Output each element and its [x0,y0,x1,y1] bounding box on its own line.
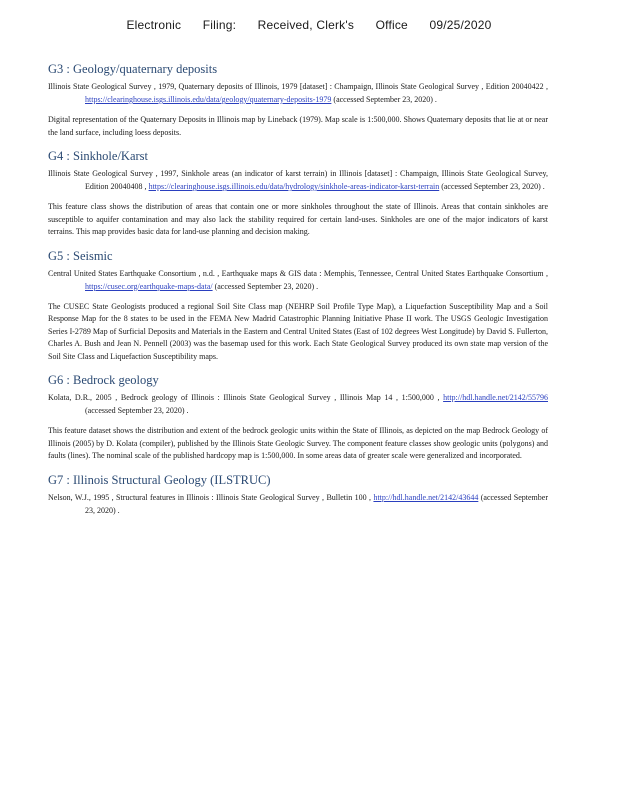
reference-citation [48,80,548,106]
citation-link[interactable]: https://clearinghouse.isgs.illinois.edu/data/geology/quaternary-deposits-1979 [85,95,332,104]
filing-header [0,18,618,32]
citation-text: Nelson, W.J., 1995 , Structural features in Illinois : Illinois State Geological Survey , Bulletin 100 , [48,492,374,502]
section-g7 [48,473,548,517]
citation-text: Illinois State Geological Survey , 1979, Quaternary deposits of Illinois, 1979 [dataset] : Champaign, Illinois State Geological Survey , Edition 20040422 , [48,82,548,91]
section-g3 [48,62,548,139]
citation-accessed: (accessed September 23, 2020) . [439,182,545,191]
header-received: Received, Clerk's [257,18,355,32]
reference-citation [48,267,548,293]
section-title: G4 : Sinkhole/Karst [48,149,148,163]
section-g5 [48,249,548,364]
header-date: 09/25/2020 [429,18,492,32]
header-office: Office [375,18,408,32]
citation-text: Kolata, D.R., 2005 , Bedrock geology of Illinois : Illinois State Geological Survey , Illinois Map 14 , 1:500,000 , [48,393,444,402]
section-title: G6 : Bedrock geology [48,373,159,387]
section-title: G5 : Seismic [48,248,113,263]
citation-link[interactable]: https://clearinghouse.isgs.illinois.edu/data/hydrology/sinkhole-areas-indicator-karst-terrain [148,182,440,191]
citation-accessed: (accessed September 23, 2020) . [331,95,437,104]
section-g6 [48,373,548,463]
reference-citation [48,167,548,193]
section-title: G7 : Illinois Structural Geology (ILSTRUC) [48,472,271,487]
citation-accessed: (accessed September 23, 2020) . [85,492,548,515]
citation-text: Illinois State Geological Survey , 1997, Sinkhole areas (an indicator of karst terrain) in Illinois [dataset] : Champaign, Illinois State Geological Survey, Edition 20040408 , [48,169,548,191]
section-title: G3 : Geology/quaternary deposits [48,62,218,76]
citation-text: Central United States Earthquake Consortium , n.d. , Earthquake maps & GIS data : Memphis, Tennessee, Central United States Earthquake Consortium , [48,268,548,278]
section-description: This feature class shows the distribution of areas that contain one or more sinkholes throughout the state of Illinois. Areas that contain sinkholes are susceptible to aquifer contamination and may also lack the stability required for certain land-uses. Sinkholes are one of the major indicators of karst terrains. This map provides basic data for land-use planning and decision making. [48,202,548,236]
citation-accessed: (accessed September 23, 2020) . [212,281,319,291]
reference-citation [48,491,548,517]
section-g4 [48,149,548,239]
header-electronic: Electronic [126,18,182,32]
section-description: The CUSEC State Geologists produced a regional Soil Site Class map (NEHRP Soil Profile Type Map), a Liquefaction Susceptibility Map and a Soil Response Map for the 8 states to be used in the FEMA New Madrid Catastrophic Planning Initiative Phase II work. The USGS Geologic Investigation Series I-2789 Map of Surficial Deposits and Materials in the Eastern and Central United States (East of 102 degrees West Longitude) by David S. Fullerton, Charles A. Bush and Jean N. Pennell (2003) was the basemap used for this work. Each State Geological Survey produced its own state map version of the Soil Site Class and Liquefaction Susceptibility maps. [48,301,548,361]
document-body [48,62,548,525]
reference-citation [48,391,548,417]
citation-link[interactable]: https://cusec.org/earthquake-maps-data/ [85,281,213,291]
citation-link[interactable]: http://hdl.handle.net/2142/55796 [443,393,548,402]
citation-link[interactable]: http://hdl.handle.net/2142/43644 [373,492,479,502]
citation-accessed: (accessed September 23, 2020) . [85,406,189,415]
section-description: This feature dataset shows the distribution and extent of the bedrock geologic units within the State of Illinois, as depicted on the map Bedrock Geology of Illinois (2005) by D. Kolata (compiler), published by the Illinois State Geologic Survey. The component feature classes show geologic units (polygons) and faults (lines). The nominal scale of the published hardcopy map is 1:500,000. In some areas data of greater scale were generalized and incorporated. [48,426,548,460]
header-filing: Filing: [202,18,237,32]
section-description: Digital representation of the Quaternary Deposits in Illinois map by Lineback (1979). Map scale is 1:500,000. Shows Quaternary deposits that lie at or near the land surface, including loess deposits. [48,115,548,137]
